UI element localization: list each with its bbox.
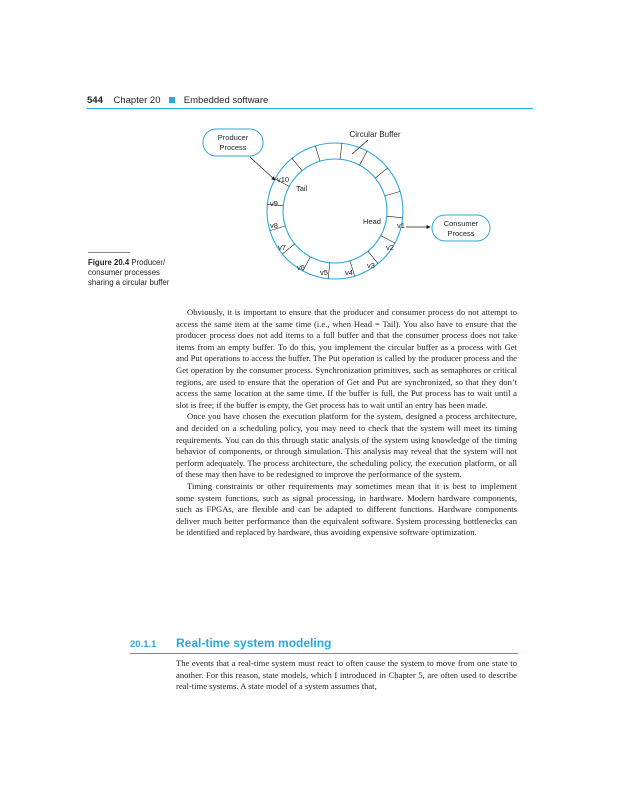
caption-rule — [88, 252, 130, 253]
section-text — [176, 658, 517, 693]
consumer-label-2: Process — [447, 229, 475, 238]
producer-arrow — [250, 157, 275, 180]
page-number: 544 — [87, 95, 103, 106]
slot-v7: v7 — [278, 243, 286, 252]
section-number: 20.1.1 — [130, 639, 157, 650]
circular-buffer-figure — [0, 0, 618, 300]
chapter-label: Chapter 20 — [113, 95, 161, 106]
producer-label-2: Process — [219, 143, 247, 152]
ring-divider — [387, 216, 403, 218]
slot-v9: v9 — [270, 199, 278, 208]
paragraph-3: Timing constraints or other requirements may sometimes mean that it is best to implement some system functions, such as signal processing, in hardware. Modern hardware components, such as FPGAs, are flexible and can be adapted to different functions. Hardware components deliver much better performance than the equivalent software. System processing bottlenecks can be identified and replaced by hardware, thus avoiding expensive software optimization. — [176, 480, 517, 538]
ring-inner — [283, 159, 387, 263]
ring-divider — [375, 168, 387, 178]
ring-divider — [328, 263, 330, 279]
paragraph-2: Once you have chosen the execution platform for the system, designed a process architecture, and decided on a scheduling policy, you may need to check that the system will meet its timing requirements. You can do this through static analysis of the system using knowledge of the timing behavior of components, or through simulation. This analysis may reveal that the system will not perform adequately. The process architecture, the scheduling policy, the execution platform, or all of these may then have to be redesigned to improve the performance of the system. — [176, 411, 517, 480]
slot-v8: v8 — [270, 221, 278, 230]
title-leader-line — [352, 140, 368, 154]
section-paragraph: The events that a real-time system must react to often cause the system to move from one state to another. For this reason, state models, which I introduced in Chapter 5, are often used to describe real-time systems. A state model of a system assumes that, — [176, 658, 517, 692]
buffer-ring — [267, 143, 403, 279]
ring-divider — [292, 158, 302, 170]
body-text — [176, 307, 517, 539]
caption-text: Producer/ consumer processes sharing a circular buffer — [88, 258, 170, 287]
producer-label-1: Producer — [217, 133, 249, 142]
head-label: Head — [363, 217, 381, 226]
section-title: Real-time system modeling — [176, 636, 332, 650]
slot-v4: v4 — [345, 268, 353, 277]
ring-divider — [360, 151, 368, 165]
buffer-title: Circular Buffer — [349, 130, 401, 139]
ring-divider — [340, 143, 342, 159]
ring-divider — [385, 191, 400, 196]
consumer-label-1: Consumer — [443, 219, 479, 228]
tail-label: Tail — [296, 184, 308, 193]
section-heading — [130, 636, 518, 654]
slot-v1: v1 — [397, 221, 405, 230]
section-label: Embedded software — [183, 95, 269, 106]
figure-caption — [88, 258, 180, 288]
slot-v6: v6 — [297, 263, 305, 272]
slot-v10: v10 — [277, 175, 290, 184]
paragraph-1: Obviously, it is important to ensure that the producer and consumer process do not attempt to access the same item at the same time (i.e., when Head = Tail). You also have to ensure that the producer process does not add items to a full buffer and that the consumer process does not take items from an empty buffer. To do this, you implement the circular buffer as a process with Get and Put operations to access the buffer. The Put operation is called by the producer process and the Get operation by the consumer process. Synchronization primitives, such as semaphores or critical regions, are used to ensure that the operation of Get and Put are synchronized, so that they don’t access the same location at the same time. If the buffer is full, the Put process has to wait until a slot is free; if the buffer is empty, the Get process has to wait until an entry has been made. — [176, 307, 517, 410]
slot-v3: v3 — [367, 261, 375, 270]
slot-v2: v2 — [386, 243, 394, 252]
ring-divider — [315, 146, 320, 161]
caption-label: Figure 20.4 — [88, 258, 130, 267]
slot-v5: v5 — [320, 268, 328, 277]
